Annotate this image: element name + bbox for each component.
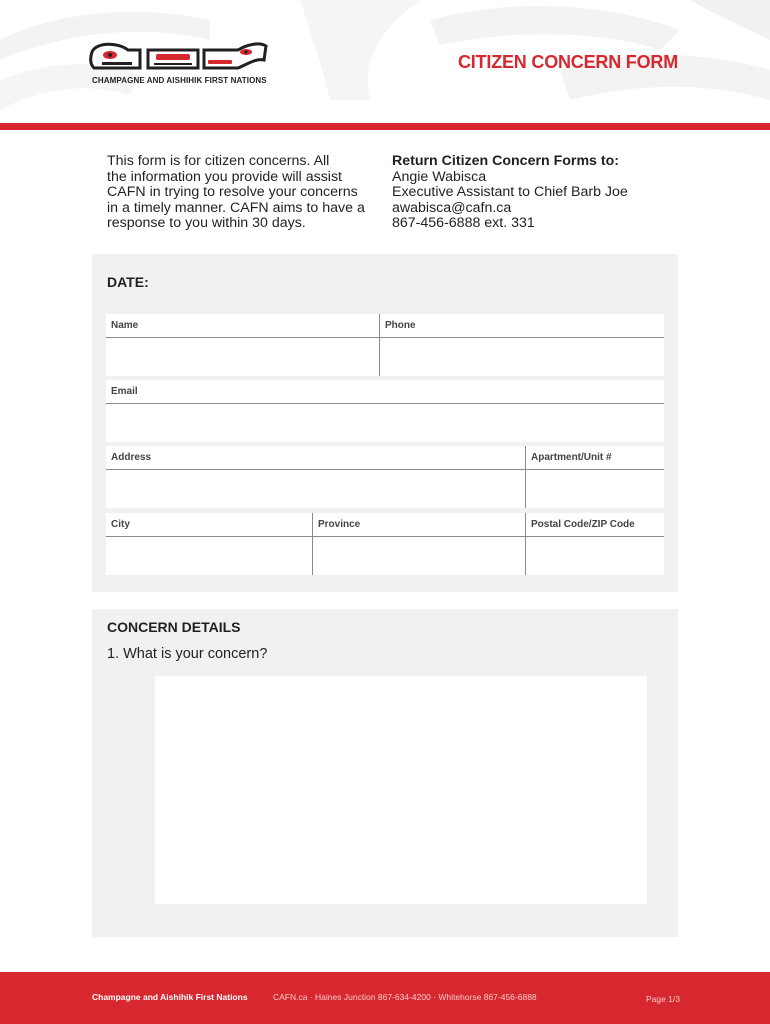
postal-input[interactable] <box>526 537 664 575</box>
address-input[interactable] <box>106 470 525 508</box>
province-field <box>312 513 525 575</box>
city-row <box>106 513 664 575</box>
contact-details-panel <box>92 254 678 592</box>
address-label: Address <box>106 446 525 470</box>
contact-role: Executive Assistant to Chief Barb Joe <box>392 184 628 201</box>
return-heading: Return Citizen Concern Forms to: <box>392 153 620 169</box>
footer-org: Champagne and Aishihik First Nations <box>92 992 248 1002</box>
unit-label: Apartment/Unit # <box>526 446 664 470</box>
email-field <box>106 380 664 442</box>
email-input[interactable] <box>106 404 664 442</box>
contact-name: Angie Wabisca <box>392 168 487 185</box>
intro-line: response to you within 30 days. <box>107 215 306 232</box>
unit-input[interactable] <box>526 470 664 508</box>
postal-label: Postal Code/ZIP Code <box>526 513 664 537</box>
page-footer <box>0 972 770 1024</box>
postal-field <box>525 513 664 575</box>
intro-line: in a timely manner. CAFN aims to have a <box>107 199 365 216</box>
concern-question: 1. What is your concern? <box>107 646 268 662</box>
phone-field <box>379 314 664 376</box>
city-input[interactable] <box>106 537 312 575</box>
province-label: Province <box>313 513 525 537</box>
email-label: Email <box>106 380 664 404</box>
date-heading: DATE: <box>107 274 149 290</box>
name-input[interactable] <box>106 338 379 376</box>
intro-line: This form is for citizen concerns. All <box>107 153 330 169</box>
page-number: Page 1/3 <box>645 994 680 1004</box>
concern-heading: CONCERN DETAILS <box>107 619 241 635</box>
cafn-logo <box>88 38 268 78</box>
phone-input[interactable] <box>380 338 664 376</box>
intro-line: the information you provide will assist <box>107 168 342 185</box>
page-header <box>0 0 770 130</box>
header-rule <box>0 123 770 130</box>
intro-text <box>107 154 387 232</box>
name-label: Name <box>106 314 379 338</box>
province-input[interactable] <box>313 537 525 575</box>
name-phone-row <box>106 314 664 376</box>
intro-line: CAFN in trying to resolve your concerns <box>107 184 358 201</box>
city-label: City <box>106 513 312 537</box>
concern-answer-input[interactable] <box>155 676 647 904</box>
email-row <box>106 380 664 442</box>
city-field <box>106 513 312 575</box>
form-title: CITIZEN CONCERN FORM <box>458 52 678 72</box>
phone-label: Phone <box>380 314 664 338</box>
return-info <box>392 154 682 232</box>
contact-phone: 867-456-6888 ext. 331 <box>392 215 535 232</box>
contact-email[interactable]: awabisca@cafn.ca <box>392 199 512 216</box>
name-field <box>106 314 379 376</box>
address-field <box>106 446 525 508</box>
unit-field <box>525 446 664 508</box>
address-row <box>106 446 664 508</box>
org-name: CHAMPAGNE AND AISHIHIK FIRST NATIONS <box>92 76 267 85</box>
footer-contact: CAFN.ca · Haines Junction 867-634-4200 · Whitehorse 867-456-6888 <box>273 992 537 1002</box>
